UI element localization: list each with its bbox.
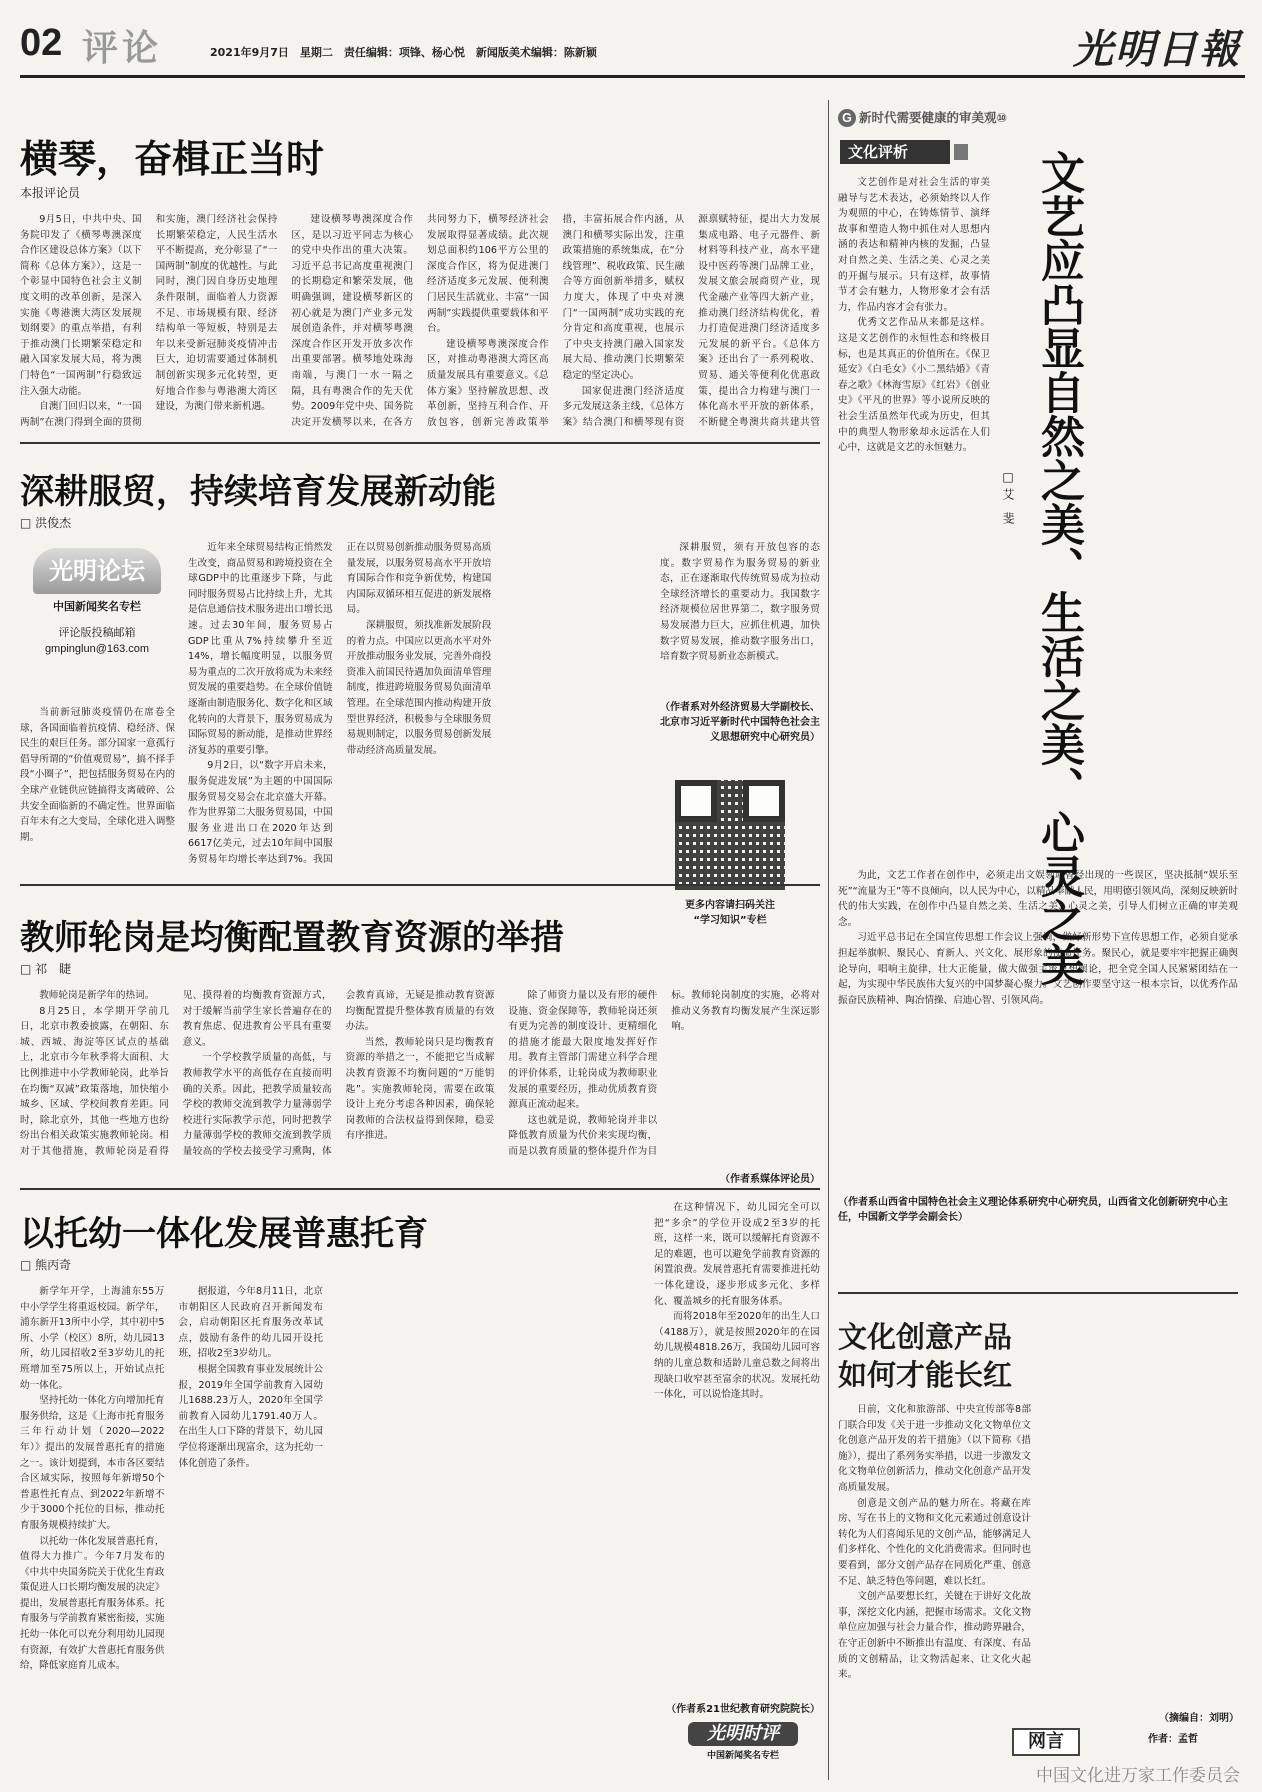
divider [20,1188,820,1190]
page-number: 02 [20,22,63,64]
paragraph: 创意是文创产品的魅力所在。将藏在库房、写在书上的文物和文化元素通过创意设计转化为人们喜闻乐见的文创产品，能够满足人们多样化、个性化的文化消费需求。但同时也要看到，部分文创产品存在同质化严重、创意不足、缺乏特色等问题，难以长红。 [838,1497,1031,1587]
wangyan-column-badge: 网言 [1012,1728,1080,1756]
article-3-body [20,988,820,1168]
article-3-author-note: （作者系媒体评论员） [720,1174,820,1185]
critique-column-badge [688,1722,798,1762]
qr-caption [660,898,800,928]
forum-logo: 光明论坛 [33,548,161,594]
paragraph: 新学年开学，上海浦东55万中小学学生将重返校园。新学年，浦东新开13所中小学，其中初中5所、小学（校区）8所，幼儿园13所，幼儿园招收2至3岁幼儿的托班增加至75所以上，开始试点托幼一体化。 [20,1286,165,1391]
article-2-title: 深耕服贸，持续培育发展新动能 [20,472,496,512]
series-tag [838,108,1007,127]
paragraph: 习近平总书记在全国宣传思想工作会议上强调，做好新形势下宣传思想工作，必须自觉承担起举旗帜、聚民心、育新人、兴文化、展形象的使命任务。聚民心，就是要牢牢把握正确舆论导向，唱响主旋律，壮大正能量，做大做强主流思想舆论，把全党全国人民紧紧团结在一起，为实现中华民族伟大复兴的中国梦凝心聚力。文艺创作要坚守这一根本宗旨，以优秀作品振奋民族精神、陶冶情操、启迪心智、引领风尚。 [838,932,1238,1006]
divider [838,1292,1238,1294]
paragraph: 9月5日，中共中央、国务院印发了《横琴粤澳深度合作区建设总体方案》（以下简称《总体方案》），这是一个彰显中国特色社会主义制度文明的改革创新，是深入实施《粤港澳大湾区发展规划纲要》的重点举措，有利于推动澳门长期繁荣稳定和融入国家发展大局，将为澳门特色“一国两制”行稳致远注入强大动能。 [20,214,142,397]
section-name: 评论 [82,27,163,69]
paragraph: 优秀文艺作品从来都是这样。这是文艺创作的永恒性态和终极目标，也是其真正的价值所在。《保卫延安》《白毛女》《小二黑结婚》《青春之歌》《林海雪原》《红岩》《创业史》《平凡的世界》等小说所反映的社会生活虽然年代或为历史，但其中的典型人物形象却永远活在人们心中，这就是文艺的永恒魅力。 [838,317,990,454]
forum-email[interactable]: gmpinglun@163.com [44,643,150,655]
paragraph: 为此，文艺工作者在创作中，必须走出文娱领域曾经出现的一些误区，坚决抵制“娱乐至死”“流量为王”等不良倾向，以人民为中心，以精品奉献人民，用明德引领风尚，深刻反映新时代的伟大实践，在创作中凸显自然之美、生活之美、心灵之美，引导人们树立正确的审美观念。 [838,870,1238,928]
article-6-body [838,1402,1238,1724]
article-5-title: 文艺应凸显自然之美、生活之美、心灵之美 [1033,150,1084,986]
article-2-byline: □ 洪俊杰 [20,516,72,530]
article-4-byline: □ 熊丙奇 [20,1258,72,1272]
paragraph: 以托幼一体化发展普惠托育，值得大力推广。今年7月发布的《中共中央国务院关于优化生育政策促进人口长期均衡发展的决定》提出，发展普惠托育服务体系。托育服务与学前教育紧密衔接，实施托幼一体化可以充分利用幼儿园现有资源，有效扩大普惠托育服务供给，降低家庭育儿成本。 [20,1535,165,1672]
paragraph: 当然，教师轮岗只是均衡教育资源的举措之一，不能把它当成解决教育资源不均衡问题的“万能钥匙”。实施教师轮岗，需要在政策设计上充分考虑各种因素，确保轮岗教师的合法权益得到保障，稳妥有序推进。 [345,1036,495,1142]
article-5-body-narrow [838,175,990,875]
paragraph: 文艺创作是对社会生活的审美融导与艺术表达，必须始终以人作为观照的中心，在铸炼情节、演绎故事和塑造人物中抓住对人思想内涵的表达和精神内核的发掘，凸显对自然之美、生活之美、心灵之美的开掘与展示。只有这样，故事情节才会有魅力，人物形象才会有活力，作品内容才会有张力。 [838,177,990,313]
critique-subtitle: 中国新闻奖名专栏 [706,1751,779,1761]
paragraph: 据报道，今年8月11日，北京市朝阳区人民政府召开新闻发布会，启动朝阳区托育服务改革试点，鼓励有条件的幼儿园开设托班，招收2至3岁幼儿。 [178,1286,323,1360]
article-4-body-main [20,1284,640,1704]
paragraph: 而将2018年至2020年的出生人口（4188万），就是按照2020年的在园幼儿规模4818.26万，我国幼儿园可容纳的儿童总数和适龄儿童总数之间将出现缺口收窄甚至富余的状况。发展托幼一体化，可以说恰逢其时。 [654,1311,820,1401]
column-separator [828,100,829,1780]
paragraph: 自澳门回归以来，“一国两制”在澳门得到全面的贯彻和实施，澳门经济社会保持长期繁荣稳定，人民生活水平不断提高，充分彰显了“一国两制”制度的优越性。与此同时，澳门因自身历史地理条件限制，面临着人力资源不足、市场规模有限、经济结构单一等短板，特别是去年以来受新冠肺炎疫情冲击巨大，迫切需要通过体制机制创新实现多元化转型，更好地合作参与粤港澳大湾区建设，为澳门带来新机遇。 [20,214,278,428]
article-4-author-note: （作者系21世纪教育研究院院长） [666,1704,820,1715]
qr-code[interactable] [675,780,785,890]
paragraph: 根据全国教育事业发展统计公报，2019年全国学前教育入园幼儿1688.23万人，2020年全国学前教育入园幼儿1791.40万人。在出生人口下降的背景下，幼儿园学位将逐渐出现富余，这为托幼一体化创造了条件。 [178,1363,323,1469]
article-2-body-left [20,705,175,875]
paragraph: 这也就是说，教师轮岗并非以降低教育质量为代价来实现均衡，而是以教育质量的整体提升作为目标。教师轮岗制度的实施，必将对推动义务教育均衡发展产生深远影响。 [508,990,820,1157]
qr-caption-line-2: “学习知识”专栏 [693,915,767,926]
footer-watermark: 中国文化进万家工作委员会 [1036,1766,1240,1786]
paragraph: 建设横琴粤澳深度合作区，是以习近平同志为核心的党中央作出的重大决策。习近平总书记高度重视澳门的长期稳定和繁荣发展，他明确强调，建设横琴新区的初心就是为澳门产业多元发展创造条件，并对横琴粤澳深度合作区开发开放多次作出重要部署。横琴地处珠海南端，与澳门一水一隔之隔，具有粤澳合作的先天优势。2009年党中央、国务院决定开发横琴以来，在各方共同努力下，横琴经济社会发展取得显著成绩。此次规划总面积约106平方公里的深度合作区，将为促进澳门经济适度多元发展、便利澳门居民生活就业、丰富“一国两制”实践提供重要载体和平台。 [291,214,549,428]
series-tag-text: 新时代需要健康的审美观⑩ [859,110,1008,125]
paragraph: 9月2日，以“数字开启未来，服务促进发展”为主题的中国国际服务贸易交易会在北京盛大开幕。作为世界第二大服务贸易国，中国服务业进出口在2020年达到6617亿美元，过去10年间中国服务贸易年均增长率达到7%。我国正在以贸易创新推动服务贸易高质量发展，以服务贸易高水平开放培育国际合作和竞争新优势，构建国内国际双循环相互促进的新发展格局。 [188,542,492,865]
paragraph: 在这种情况下，幼儿园完全可以把“多余”的学位开设成2至3岁的托班，这样一来，既可以缓解托育资源不足的难题，也可以避免学前教育资源的闲置浪费。发展普惠托育需要推进托幼一体化建设，逐步形成多元化、多样化、覆盖城乡的托育服务体系。 [654,1202,820,1307]
article-6-author-label: 作者：孟哲 [1148,1734,1198,1745]
paragraph: 深耕服贸，须有开放包容的态度。数字贸易作为服务贸易的新业态，正在逐渐取代传统贸易成为拉动全球经济增长的重要动力。我国数字经济规模位居世界第二，数字服务贸易发展潜力巨大，应抓住机遇，加快数字贸易发展，推动数字服务出口，培育数字贸易新业态新模式。 [660,542,820,663]
article-6-title [838,1318,1012,1394]
paragraph: 文创产品要想长红，关键在于讲好文化故事，深挖文化内涵，把握市场需求。文化文物单位应加强与社会力量合作，推动跨界融合，在守正创新中不断推出有温度、有深度、有品质的文创精品，让文物活起来、让文化火起来。 [838,1591,1031,1681]
article-2-body-main [188,540,650,875]
article-3-title: 教师轮岗是均衡配置教育资源的举措 [20,918,564,958]
article-6-title-line-1: 文化创意产品 [838,1320,1013,1354]
article-1-body [20,212,820,434]
paragraph: 一个学校教学质量的高低，与教师教学水平的高低存在直接而明确的关系。因此，把教学质量较高学校的教师交流到教学力量薄弱学校进行实际教学示范，同时把教学力量薄弱学校的教师交流到教学质量较高的学校去接受学习熏陶，体会教育真谛，无疑是推动教育资源均衡配置提升整体教育质量的有效办法。 [182,990,495,1157]
paragraph: 8月25日，本学期开学前几日，北京市教委披露，在朝阳、东城、西城、海淀等区试点的基础上，北京市今年秋季将大面积、大比例推进中小学教师轮岗，此举旨在均衡“双减”政策落地，加快缩小城乡、区域、学校间教育差距。同时，除北京外，其他一些地方也纷纷出台相关政策实施教师轮岗。相对于其他措施，教师轮岗是看得见、摸得着的均衡教育资源方式，对于缓解当前学生家长普遍存在的教育焦虑、促进教育公平具有重要意义。 [20,990,332,1157]
divider [20,442,820,444]
article-3-byline: □ 祁 睫 [20,962,72,976]
article-4-title: 以托幼一体化发展普惠托育 [20,1214,428,1254]
article-5-author-note: （作者系山西省中国特色社会主义理论体系研究中心研究员，山西省文化创新研究中心主任，中国新文学学会副会长） [838,1197,1228,1223]
critique-logo: 光明时评 [688,1722,798,1746]
page-header [20,18,1245,78]
paragraph: 近年来全球贸易结构正悄然发生改变，商品贸易和跨境投资在全球GDP中的比重逐步下降，与此同时服务贸易占比持续上升，尤其是信息通信技术服务进出口增长迅速。过去30年间，服务贸易占GDP比重从7%持续攀升至近14%，增长幅度明显，以服务贸易为重点的二次开放将成为未来经贸发展的重要趋势。在全球价值链逐渐由制造服务化、数字化和区域化转向的大背景下，服务贸易成为国际贸易的新动能，是推动世界经济复苏的重要引擎。 [188,542,333,756]
article-5-byline: □ 艾 斐 [1001,470,1015,524]
article-1-byline: 本报评论员 [20,186,81,200]
paragraph: 教师轮岗是新学年的热词。 [39,990,155,1001]
paragraph: 坚持托幼一体化方向增加托育服务供给，这是《上海市托育服务三年行动计划（2020—2022年）》提出的发展普惠托育的措施之一。该计划提到，本市各区要结合区域实际，按照每年新增50个普惠性托育点、到2022年新增不少于3000个托位的目标，推动托育服务规模持续扩大。 [20,1395,165,1531]
article-2-author-note: （作者系对外经济贸易大学副校长、北京市习近平新时代中国特色社会主义思想研究中心研究员） [660,702,820,743]
paragraph: 建设横琴粤澳深度合作区，对推动粤港澳大湾区高质量发展具有重要意义。《总体方案》坚持解放思想、改革创新，坚持互利合作、开放包容，创新完善政策举措，丰富拓展合作内涵，从澳门和横琴实际出发，注重政策措施的系统集成，在“分线管理”、税收政策、民生融合等方面创新举措多，赋权力度大，体现了中央对澳门“一国两制”成功实践的充分肯定和高度重视，也展示了中央支持澳门融入国家发展大局、推动澳门长期繁荣稳定的坚定决心。 [426,214,685,428]
article-6-title-line-2: 如何才能长红 [838,1358,1013,1392]
article-1-title: 横琴，奋楫正当时 [20,136,325,181]
article-4-body-right [654,1200,820,1695]
paragraph: 日前，文化和旅游部、中央宣传部等8部门联合印发《关于进一步推动文化文物单位文化创意产品开发的若干措施》（以下简称《措施》），提出了系列务实举措，以进一步激发文化文物单位创新活力，推动文化创意产品开发高质量发展。 [838,1404,1031,1493]
forum-subtitle: 中国新闻奖名专栏 [53,600,141,613]
paragraph: 国家促进澳门经济适度多元发展这条主线，《总体方案》结合澳门和横琴现有资源禀赋特征，提出大力发展集成电路、电子元器件、新材料等科技产业，高水平建设中医药等澳门品牌工业，发展文旅会展商贸产业，现代金融产业等四大新产业，推动澳门经济结构优化，着力打造促进澳门经济适度多元发展的新平台。《总体方案》还出台了一系列税收、贸易、通关等便利化优惠政策，提出合力构建与澳门一体化高水平开放的新体系，不断健全粤澳共商共建共管 [562,214,820,428]
forum-column-badge [28,548,166,700]
series-letter-icon: G [838,109,856,127]
paragraph: 深耕服贸，须找准新发展阶段的着力点。中国应以更高水平对外开放推动服务业发展，完善外商投资准入前国民待遇加负面清单管理制度，推进跨境服务贸易负面清单管理。在全球范围内推动构建开放型世界经济，积极参与全球服务贸易规则制定，以服务贸易创新发展带动经济高质量发展。 [346,619,492,756]
article-2-body-right [660,540,820,692]
forum-mailbox-label: 评论版投稿邮箱 [58,626,136,639]
article-5-body-wide [838,868,1238,1188]
article-6-note: （摘编自：刘明） [1159,1713,1239,1724]
date-editor-line: 2021年9月7日 星期二 责任编辑：项锋、杨心悦 新闻版美术编辑：陈新颖 [210,46,597,59]
paragraph: 当前新冠肺炎疫情仍在席卷全球，各国面临着抗疫情、稳经济、保民生的艰巨任务。部分国家一意孤行倡导所谓的“价值观贸易”，搞不择手段“小圈子”，把包括服务贸易在内的全球产业链供应链搞得支离破碎、公共安全面临新的不确定性。世界面临百年未有之大变局，全球化进入调整期。 [20,707,175,843]
culture-review-badge: 文化评析 [840,140,950,164]
paragraph: 除了师资力量以及有形的硬件设施、资金保障等，教师轮岗还须有更为完善的制度设计、更精细化的措施才能最大限度地发挥好作用。教育主管部门需建立科学合理的评价体系，让轮岗成为教师职业发展的重要经历，推动优质教育资源真正流动起来。 [508,990,658,1111]
masthead-logo: 光明日報 [1073,26,1241,73]
qr-caption-line-1: 更多内容请扫码关注 [685,900,775,911]
divider [20,884,820,886]
